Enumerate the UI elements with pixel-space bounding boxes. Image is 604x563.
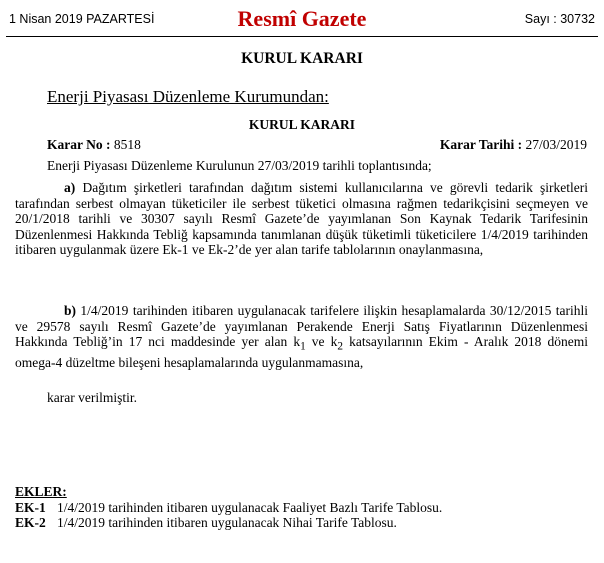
annex-text: 1/4/2019 tarihinden itibaren uygulanacak Nihai Tarife Tablosu. [57,515,397,530]
gazette-title: Resmî Gazete [237,6,367,31]
decision-number [47,137,141,153]
paragraph-a [15,180,588,258]
decision-number-value: 8518 [113,137,141,152]
annex-item [15,515,442,531]
annex-code: EK-2 [15,515,46,530]
annex-heading: EKLER: [15,484,67,499]
annex-text: 1/4/2019 tarihinden itibaren uygulanacak Faaliyet Bazlı Tarife Tablosu. [57,499,443,515]
subscript-2: 2 [337,340,344,353]
paragraph-b-text-2: ve k [305,334,338,350]
subscript-1: 1 [300,340,306,353]
decision-number-label: Karar No : [47,137,111,152]
decision-date-value: 27/03/2019 [525,137,587,152]
paragraph-b-label: b) [64,303,77,318]
paragraph-b-text-1: 1/4/2019 tarihinden itibaren uygulanacak tarifelere ilişkin hesaplamalarda 30/12/2015 tarihli ve 29578 sayılı Resmî Gazete’de yayımlanan Perakende Enerji Satış Fiyatlarının Düzenlenmesi Hakkında Tebliğ’in 17 nci maddesinde yer alan k [15,303,588,350]
header-divider [6,36,598,37]
paragraph-a-text: Dağıtım şirketleri tarafından dağıtım sistemi kullanıcılarına ve görevli tedarik şirketleri tarafından serbest olmayan tüketiciler ile serbest tüketici olmasına rağmen tedarikçisini seçmeyen ve 20/1/2018 tarihli ve 30307 sayılı Resmî Gazete’de yayımlanan Son Kaynak Tedarik Tarifesinin Düzenlenmesi Hakkında Tebliğ kapsamında tanımlanan düşük tüketimli tüketicilere 1/4/2019 tarihinden itibaren uygulanmak üzere Ek-1 ve Ek-2’de yer alan tarife tablolarının onaylanmasına, [15,180,589,258]
paragraph-b-text-3: katsayılarının Ekim - Aralık 2018 dönemi omega-4 düzeltme bileşeni hesaplamalarında uygulanmamasına, [15,334,588,371]
intro-paragraph: Enerji Piyasası Düzenleme Kurulunun 27/03/2019 tarihli toplantısında; [47,158,432,173]
issue-number: Sayı : 30732 [524,12,595,26]
annex-list [15,484,442,531]
gazette-header [0,0,604,40]
issue-date: 1 Nisan 2019 PAZARTESİ [9,12,155,26]
paragraph-a-label: a) [64,180,76,195]
decision-date-label: Karar Tarihi : [439,137,523,152]
issuing-authority: Enerji Piyasası Düzenleme Kurumundan: [47,87,329,106]
closing-line: karar verilmiştir. [47,390,137,405]
paragraph-b [15,303,588,371]
annex-item [15,500,442,516]
section-title: KURUL KARARI [241,50,363,67]
decision-date [440,137,587,153]
decision-title: KURUL KARARI [248,117,356,132]
annex-code: EK-1 [15,499,46,515]
